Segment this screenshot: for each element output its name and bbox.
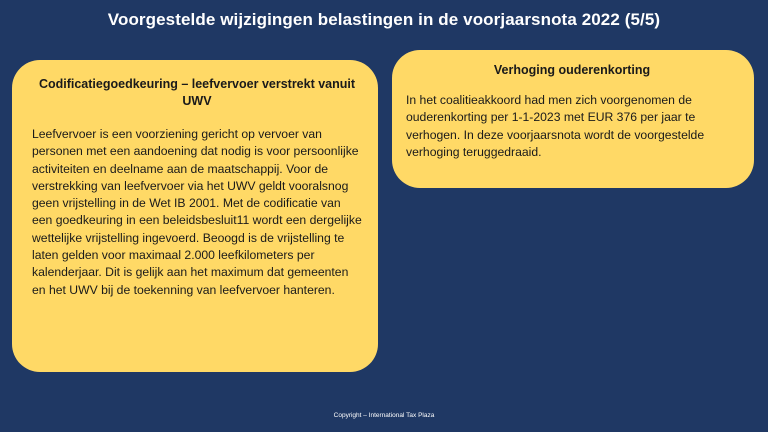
ouderenkorting-card: [392, 50, 754, 188]
ouderenkorting-card-body: In het coalitieakkoord had men zich voorgenomen de ouderenkorting per 1-1-2023 met EUR 376 per jaar te verhogen. In deze voorjaarsnota wordt de voorgestelde verhoging teruggedraaid.: [406, 93, 705, 159]
copyright-footer: Copyright – International Tax Plaza: [333, 412, 435, 419]
codificatie-card-body: Leefvervoer is een voorziening gericht op vervoer van personen met een aandoening dat nodig is voor persoonlijke activiteiten en deelname aan de maatschappij. Voor de verstrekking van leefvervoer via het UWV geldt vooralsnog geen vrijstelling in de Wet IB 2001. Met de codificatie van een goedkeuring in een beleidsbesluit11 wordt een dergelijke wettelijke vrijstelling ingevoerd. Beoogd is de vrijstelling te laten gelden voor maximaal 2.000 leefkilometers per kalenderjaar. Dit is gelijk aan het maximum dat gemeenten en het UWV bij de toekenning van leefvervoer hanteren.: [32, 127, 362, 297]
codificatie-card-heading: Codificatiegoedkeuring – leefvervoer verstrekt vanuit UWV: [38, 77, 356, 108]
codificatie-card: [12, 60, 378, 372]
slide-title: Voorgestelde wijzigingen belastingen in de voorjaarsnota 2022 (5/5): [107, 10, 661, 29]
ouderenkorting-card-heading: Verhoging ouderenkorting: [493, 63, 651, 77]
